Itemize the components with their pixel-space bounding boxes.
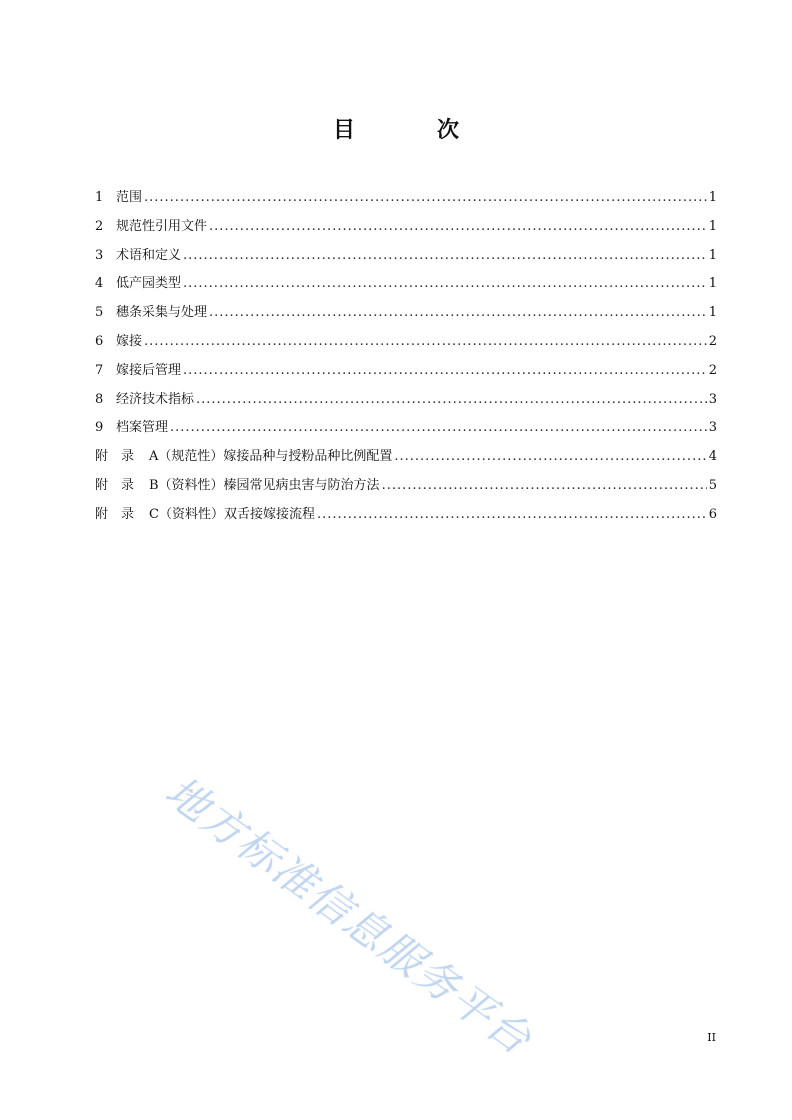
toc-entry-page: 3: [708, 391, 717, 407]
page-number: II: [707, 1031, 716, 1044]
toc-entry[interactable]: [95, 359, 717, 388]
toc-entry[interactable]: [95, 416, 717, 445]
toc-dot-leader: [183, 248, 707, 263]
toc-entry-label: 规范性引用文件: [116, 218, 208, 234]
toc-entry-page: 1: [708, 276, 717, 292]
toc-entry[interactable]: [95, 388, 717, 417]
page-title: 目 次: [332, 117, 489, 143]
toc-entry-page: 4: [708, 449, 717, 465]
toc-appendix-prefix: 附 录: [95, 477, 135, 493]
toc-entry-page: 3: [708, 420, 717, 436]
toc-entry-number: 4: [95, 276, 104, 292]
toc-entry[interactable]: [95, 244, 717, 273]
toc-entry-number: 1: [95, 190, 104, 205]
table-of-contents: [95, 186, 717, 532]
toc-appendix-entry[interactable]: [95, 445, 717, 474]
toc-entry-number: 3: [95, 247, 104, 263]
toc-dot-leader: [170, 420, 707, 435]
toc-entry-label: 术语和定义: [116, 247, 182, 263]
toc-entry-number: 9: [95, 420, 104, 436]
toc-entry-number: 2: [95, 218, 104, 234]
toc-entry-number: 8: [95, 391, 104, 407]
toc-dot-leader: [144, 190, 707, 205]
toc-entry-number: 6: [95, 333, 104, 349]
toc-dot-leader: [196, 392, 707, 407]
toc-entry-page: 1: [708, 218, 717, 234]
toc-entry-label: 档案管理: [116, 420, 169, 436]
toc-appendix-prefix: 附 录: [95, 449, 135, 465]
toc-entry-number: 5: [95, 305, 104, 321]
toc-dot-leader: [394, 449, 706, 464]
toc-entry[interactable]: [95, 272, 717, 301]
toc-dot-leader: [317, 507, 707, 522]
toc-entry-label: 低产园类型: [116, 276, 182, 292]
toc-entry[interactable]: [95, 186, 717, 215]
toc-entry-page: 1: [708, 247, 717, 263]
toc-entry-label: 嫁接: [116, 333, 143, 349]
toc-dot-leader: [382, 478, 707, 493]
watermark: 地方标准信息服务平台: [156, 766, 542, 1065]
toc-entry-label: C（资料性）双舌接嫁接流程: [149, 506, 315, 522]
toc-entry-page: 1: [708, 190, 717, 205]
toc-entry-label: 嫁接后管理: [116, 362, 182, 378]
toc-entry-label: A（规范性）嫁接品种与授粉品种比例配置: [149, 449, 393, 465]
toc-dot-leader: [209, 305, 707, 320]
toc-entry-label: B（资料性）榛园常见病虫害与防治方法: [149, 477, 380, 493]
toc-entry[interactable]: [95, 301, 717, 330]
toc-entry-label: 经济技术指标: [116, 391, 195, 407]
toc-entry-number: 7: [95, 362, 104, 378]
toc-entry-page: 2: [708, 362, 717, 378]
toc-dot-leader: [144, 334, 707, 349]
toc-appendix-entry[interactable]: [95, 503, 717, 532]
toc-appendix-prefix: 附 录: [95, 506, 135, 522]
toc-entry-label: 穗条采集与处理: [116, 305, 208, 321]
toc-entry-page: 2: [708, 333, 717, 349]
toc-dot-leader: [183, 363, 707, 378]
toc-entry-label: 范围: [116, 190, 143, 205]
toc-dot-leader: [209, 219, 707, 234]
toc-entry-page: 1: [708, 305, 717, 321]
toc-entry-page: 5: [708, 477, 717, 493]
toc-appendix-entry[interactable]: [95, 474, 717, 503]
toc-dot-leader: [183, 276, 707, 291]
toc-entry-page: 6: [708, 506, 717, 522]
toc-entry[interactable]: [95, 330, 717, 359]
toc-entry[interactable]: [95, 215, 717, 244]
